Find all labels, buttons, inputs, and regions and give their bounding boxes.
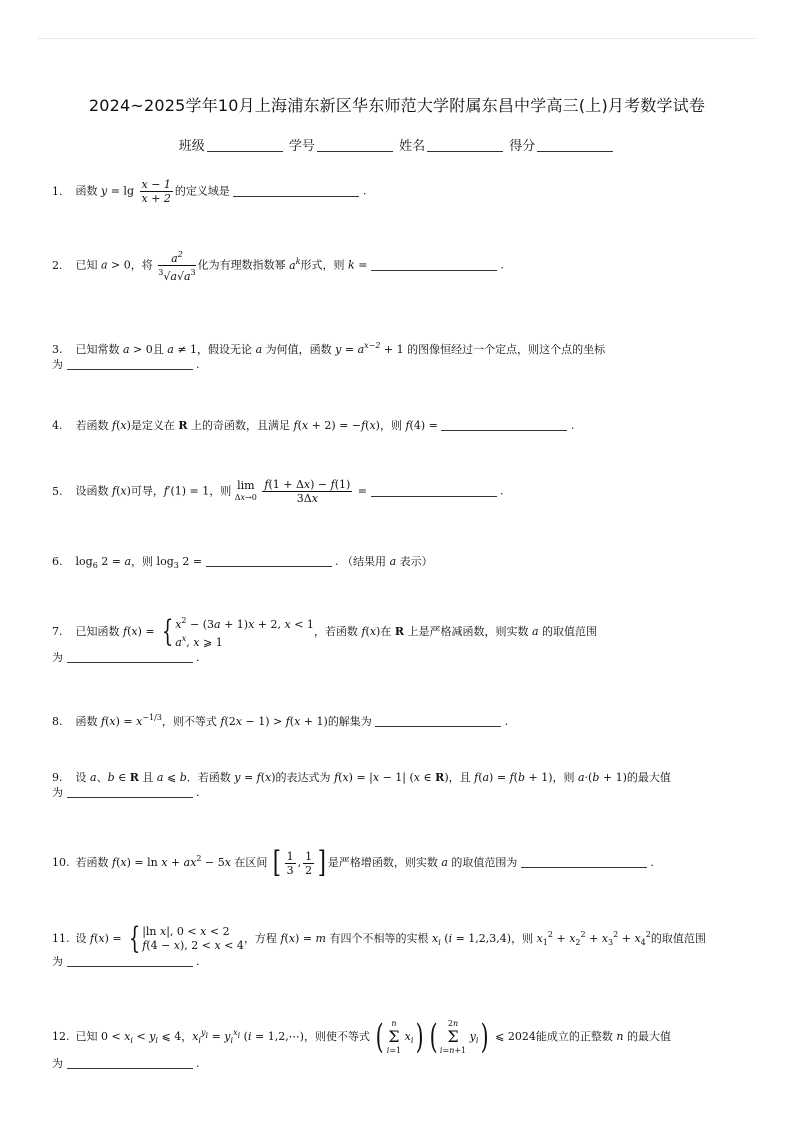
answer-blank[interactable] [67,661,193,663]
score-blank[interactable] [537,151,613,152]
answer-blank[interactable] [67,965,193,967]
question-1: 1. 函数 y = lg $\frac{x - 1}{x + 2}$ 的定义域是 . [52,178,367,205]
fraction: $\frac{a^2}{^3√a√a^3}$ [158,250,196,283]
name-blank[interactable] [427,151,503,152]
question-number: 12. [52,1030,70,1043]
question-number: 10. [52,856,70,869]
class-blank[interactable] [207,151,283,152]
question-11: 11. 设 f(x) = { |ln x|, 0 < x < 2 f(4 − x), 2 < x < 4，方程 f(x) = m 有四个不相等的实根 $x_i$ (i = 1,2,3,4)，则 $x_1^2 + x_2^2 + x_3^2 + x_4^2$的取值范围 为 . [52,921,706,968]
limit: lim Δx→0 [234,479,257,502]
question-9: 9. 设 a、b ∈ R 且 a ⩽ b．若函数 y = f(x)的表达式为 f(x) = |x − 1| (x ∈ R)，且 f(a) = f(b + 1)，则 a·(b + 1)的最大值 为 . [52,771,671,799]
piecewise-cases: $x^2 - (3a + 1)x + 2$, x < 1 $a^x$, x ⩾ 1 [175,616,314,649]
answer-blank[interactable] [375,725,501,727]
answer-blank[interactable] [521,866,647,868]
question-number: 6. [52,555,63,568]
question-number: 2. [52,258,63,272]
question-number: 4. [52,419,63,432]
question-10: 10. 若函数 $f(x) = \ln x + ax^2 - 5x$ 在区间 [ $\frac{1}{3}$ , $\frac{1}{2}$ ] 是严格增函数，则实数 a 的取值范围为 . [52,845,654,880]
question-2: 2. 已知 a > 0，将 $\frac{a^2}{^3√a√a^3}$ 化为有理数指数幂 $a^k$形式，则 k = . [52,250,504,283]
fraction: $\frac{f(1 + \Delta x) - f(1)}{3\Delta x}$ [264,478,351,505]
id-label: 学号 [288,139,315,154]
class-label: 班级 [178,139,205,154]
question-number: 3. [52,343,63,356]
question-8: 8. 函数 $f(x) = x^{-1/3}$，则不等式 f(2x − 1) > f(x + 1)的解集为 . [52,713,509,728]
question-number: 9. [52,771,63,784]
piecewise-cases: |ln x|, 0 < x < 2 f(4 − x), 2 < x < 4 [142,925,244,952]
question-5: 5. 设函数 f(x)可导，f′(1) = 1，则 lim Δx→0 $\frac{f(1 + \Delta x) - f(1)}{3\Delta x}$ = . [52,478,504,505]
score-label: 得分 [509,139,536,154]
answer-blank[interactable] [371,495,497,497]
question-12: 12. 已知 $0 < x_i < y_i$ ⩽ 4，$x_i^{yi} = y_i^{xi}$ (i = 1,2,⋯)，则使不等式 ( n Σ i=1 $x_i$) ( 2n Σ i=n+1 $y_i$) ⩽ 2024能成立的正整数 n 的最大值 为 . [52,1017,671,1070]
answer-blank[interactable] [67,1067,193,1069]
answer-blank[interactable] [371,269,497,271]
fraction: $\frac{1}{2}$ [305,849,313,877]
answer-blank[interactable] [441,429,567,431]
answer-blank[interactable] [67,368,193,370]
question-number: 1. [52,184,63,198]
id-blank[interactable] [317,151,393,152]
answer-blank[interactable] [233,195,359,197]
question-number: 5. [52,484,63,498]
fraction: $\frac{x - 1}{x + 2}$ [141,178,171,205]
answer-blank[interactable] [206,565,332,567]
student-info-row [0,135,794,154]
summation: 2n Σ i=n+1 [439,1019,467,1055]
name-label: 姓名 [399,139,426,154]
fraction: $\frac{1}{3}$ [286,849,294,877]
exam-title: 2024~2025学年10月上海浦东新区华东师范大学附属东昌中学高三(上)月考数学试卷 [88,96,706,115]
question-3: 3. 已知常数 a > 0且 a ≠ 1，假设无论 a 为何值，函数 $y = a^{x-2} + 1$ 的图像恒经过一个定点，则这个点的坐标 为 . [52,341,606,371]
question-number: 8. [52,715,63,728]
question-7: 7. 已知函数 f(x) = { $x^2 - (3a + 1)x + 2$, x < 1 $a^x$, x ⩾ 1，若函数 f(x)在 R 上是严格减函数，则实数 a 的取值范围 为 . [52,614,598,664]
question-6: 6. $\log_6 2 = a$，则 $\log_3 2$ = . （结果用 a 表示） [52,555,433,570]
question-number: 11. [52,932,70,945]
header-divider [38,38,756,39]
question-4: 4. 若函数 f(x)是定义在 R 上的奇函数，且满足 f(x + 2) = −f(x)，则 f(4) = . [52,419,575,432]
answer-blank[interactable] [67,796,193,798]
question-number: 7. [52,625,63,638]
summation: n Σ i=1 [386,1019,402,1055]
